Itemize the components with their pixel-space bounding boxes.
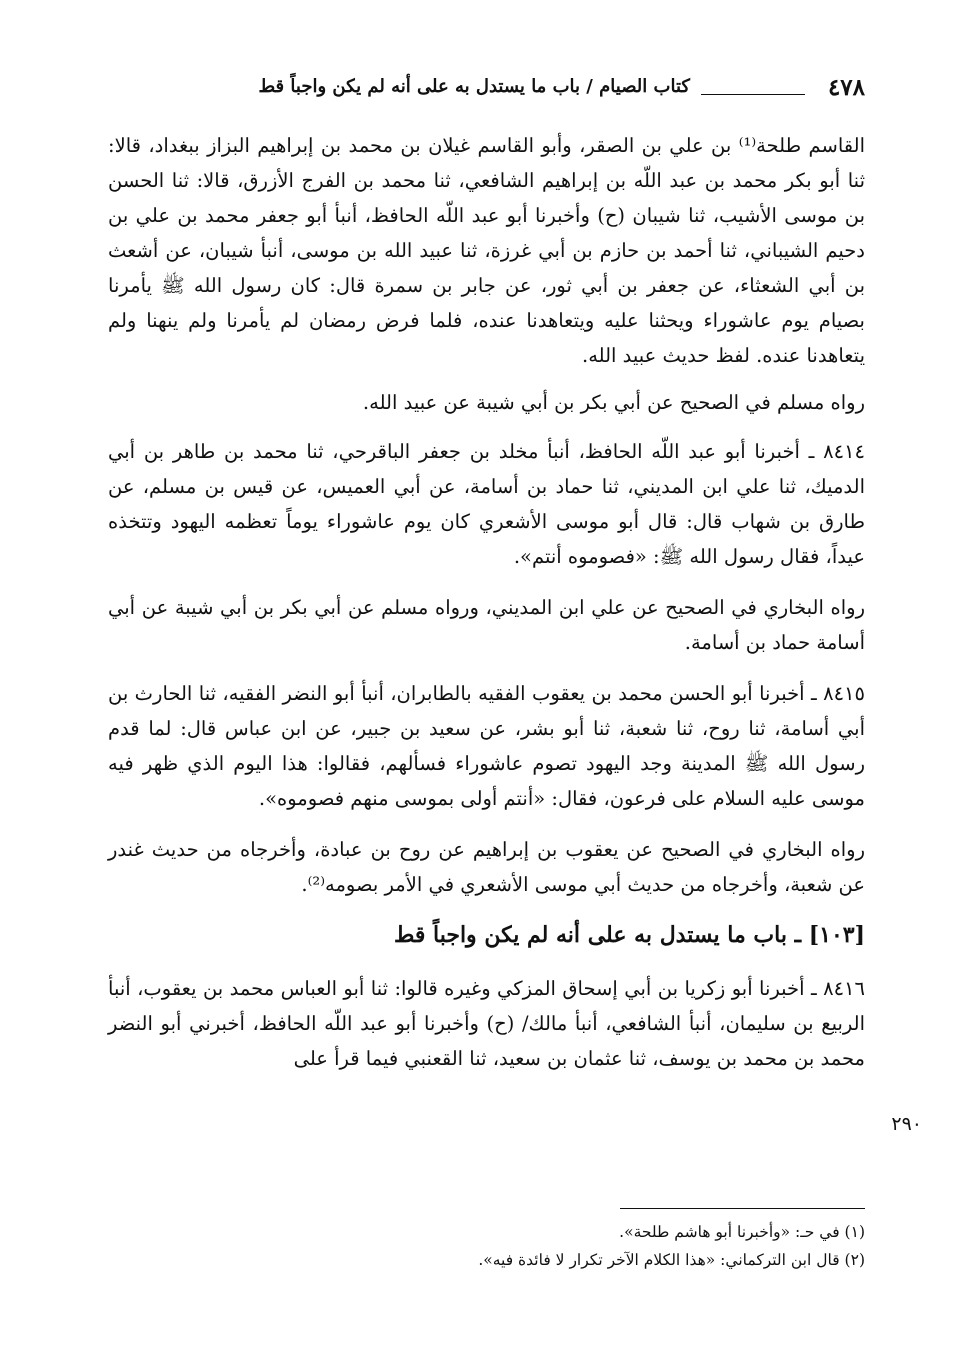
footnote-1: (١) في حـ: «وأخبرنا أبو هاشم طلحة». [619,1223,865,1241]
page-number: ٤٧٨ [827,74,865,101]
footnote-2: (٢) قال ابن التركماني: «هذا الكلام الآخر تكرار لا فائدة فيه». [478,1251,865,1269]
paragraph: رواه البخاري في الصحيح عن علي ابن المديني، ورواه مسلم عن أبي بكر بن أبي شيبة عن أبي أسامة حماد بن أسامة. [108,596,865,654]
paragraph: رواه البخاري في الصحيح عن يعقوب بن إبراهيم عن روح بن عبادة، وأخرجاه من حديث غندر عن شعبة، وأخرجاه من حديث أبي موسى الأشعري في الأمر بصومه⁽²⁾. [108,838,865,896]
page-header [95,72,865,108]
paragraph: رواه مسلم في الصحيح عن أبي بكر بن أبي شيبة عن عبيد الله. [362,391,865,414]
main-text [108,128,865,1092]
margin-folio-number: ٢٩٠ [891,1113,922,1135]
chapter-heading: [١٠٣] ـ باب ما يستدل به على أنه لم يكن واجباً قط [393,922,865,948]
hadith-8416: ٨٤١٦ ـ أخبرنا أبو زكريا بن أبي إسحاق المزكي وغيره قالوا: ثنا أبو العباس محمد بن يعقوب، أنبأ الربيع بن سليمان، أنبأ الشافعي، أنبأ مالك/ (ح) وأخبرنا أبو عبد اللّه الحافظ، أخبرني أبو النضر محمد بن محمد بن يوسف، ثنا عثمان بن سعيد، ثنا القعنبي فيما قرأ على [108,977,865,1070]
hadith-8414: ٨٤١٤ ـ أخبرنا أبو عبد اللّه الحافظ، أنبأ مخلد بن جعفر الباقرحي، ثنا محمد بن طاهر بن أبي الدميك، ثنا علي ابن المديني، ثنا حماد بن أسامة، عن أبي العميس، عن قيس بن مسلم، عن طارق بن شهاب قال: قال أبو موسى الأشعري كان يوم عاشوراء يوماً تعظمه اليهود وتتخذه عيداً، فقال رسول الله ﷺ: «فصوموه أنتم». [108,440,865,568]
header-rule [701,94,805,95]
footnotes [360,1218,865,1274]
running-title: كتاب الصيام / باب ما يستدل به على أنه لم يكن واجباً قط [258,76,690,97]
hadith-8415: ٨٤١٥ ـ أخبرنا أبو الحسن محمد بن يعقوب الفقيه بالطابران، أنبأ أبو النضر الفقيه، ثنا الحارث بن أبي أسامة، ثنا روح، ثنا شعبة، ثنا أبو بشر، عن سعيد بن جبير، عن ابن عباس قال: لما قدم رسول الله ﷺ المدينة وجد اليهود تصوم عاشوراء فسألهم، فقالوا: هذا اليوم الذي ظهر فيه موسى عليه السلام على فرعون، فقال: «أنتم أولى بموسى منهم فصوموه». [108,682,865,810]
footnote-separator [620,1208,865,1209]
paragraph: القاسم طلحة⁽¹⁾ بن علي بن الصقر، وأبو القاسم غيلان بن محمد بن إبراهيم البزاز ببغداد، قالا: ثنا أبو بكر محمد بن عبد اللّه بن إبراهيم الشافعي، ثنا محمد بن الفرج الأزرق، قالا: ثنا الحسن بن موسى الأشيب، ثنا شيبان (ح) وأخبرنا أبو عبد اللّه الحافظ، أنبأ أبو جعفر محمد بن علي بن دحيم الشيباني، ثنا أحمد بن حازم بن أبي غرزة، ثنا عبيد الله بن موسى، أنبأ شيبان، عن أشعث بن أبي الشعثاء، عن جعفر بن أبي ثور، عن جابر بن سمرة قال: كان رسول الله ﷺ يأمرنا بصيام يوم عاشوراء ويحثنا عليه ويتعاهدنا عنده، فلما فرض رمضان لم يأمرنا ولم ينهنا ولم يتعاهدنا عنده. لفظ حديث عبيد الله. [108,134,865,367]
